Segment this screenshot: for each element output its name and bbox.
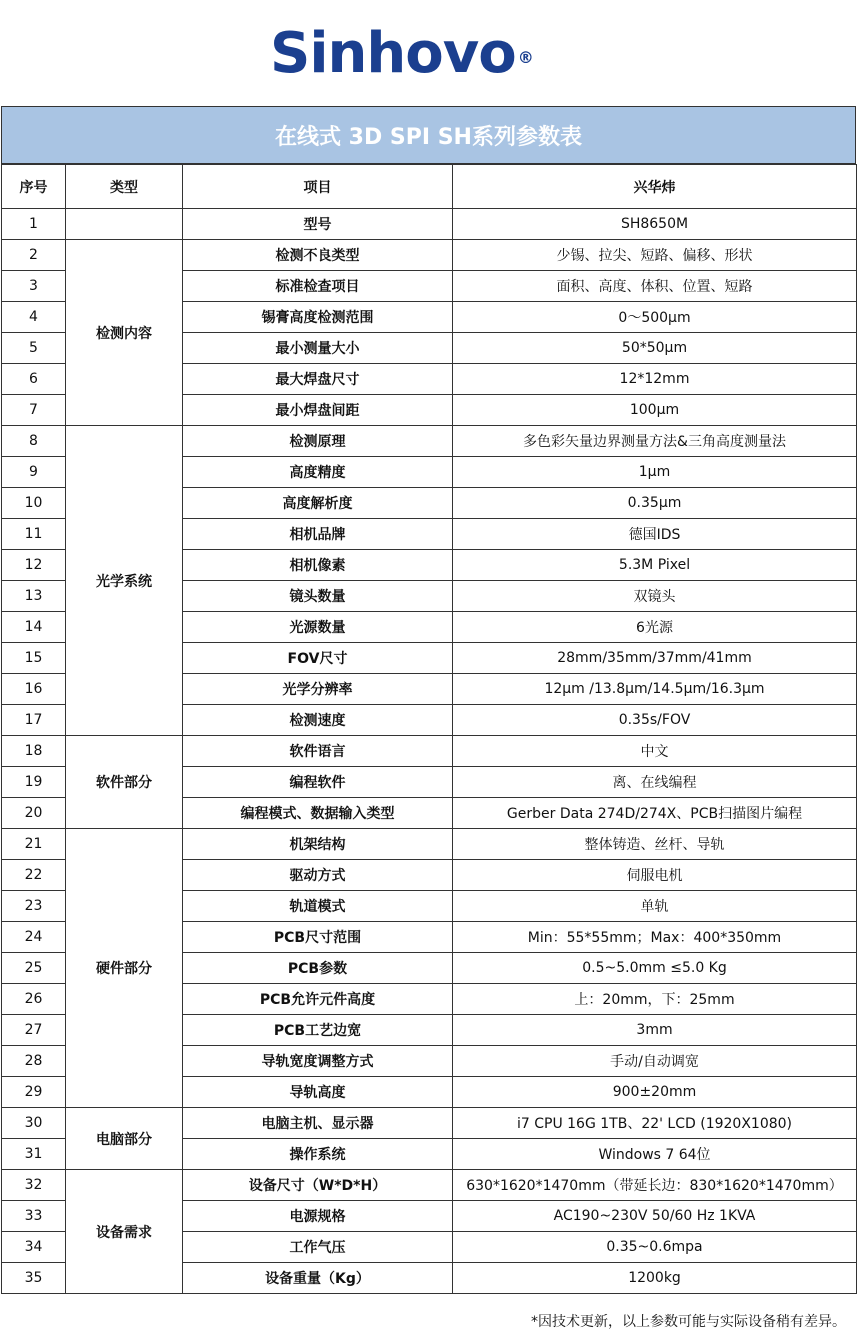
item-cell: PCB尺寸范围 [183, 922, 453, 953]
row-number: 10 [2, 488, 66, 519]
value-cell: 28mm/35mm/37mm/41mm [453, 643, 857, 674]
item-cell: 导轨宽度调整方式 [183, 1046, 453, 1077]
row-number: 17 [2, 705, 66, 736]
row-number: 18 [2, 736, 66, 767]
table-row [2, 1108, 857, 1139]
header-category: 类型 [66, 165, 183, 209]
item-cell: 型号 [183, 209, 453, 240]
item-cell: 高度精度 [183, 457, 453, 488]
item-cell: 相机品牌 [183, 519, 453, 550]
item-cell: 编程软件 [183, 767, 453, 798]
value-cell: 0.5~5.0mm ≤5.0 Kg [453, 953, 857, 984]
row-number: 16 [2, 674, 66, 705]
value-cell: 5.3M Pixel [453, 550, 857, 581]
category-cell: 电脑部分 [66, 1108, 183, 1170]
row-number: 34 [2, 1232, 66, 1263]
footnote: *因技术更新，以上参数可能与实际设备稍有差异。 [531, 1314, 846, 1330]
value-cell: 0.35s/FOV [453, 705, 857, 736]
value-cell: 1μm [453, 457, 857, 488]
table-row [2, 426, 857, 457]
value-cell: 1200kg [453, 1263, 857, 1294]
row-number: 6 [2, 364, 66, 395]
value-cell: Windows 7 64位 [453, 1139, 857, 1170]
value-cell: 6光源 [453, 612, 857, 643]
value-cell: 0.35μm [453, 488, 857, 519]
value-cell: 整体铸造、丝杆、导轨 [453, 829, 857, 860]
item-cell: 设备重量（Kg） [183, 1263, 453, 1294]
row-number: 4 [2, 302, 66, 333]
item-cell: 锡膏高度检测范围 [183, 302, 453, 333]
value-cell: 12*12mm [453, 364, 857, 395]
item-cell: PCB允许元件高度 [183, 984, 453, 1015]
value-cell: 0～500μm [453, 302, 857, 333]
category-cell: 光学系统 [66, 426, 183, 736]
table-row [2, 829, 857, 860]
row-number: 27 [2, 1015, 66, 1046]
item-cell: 最大焊盘尺寸 [183, 364, 453, 395]
value-cell: 德国IDS [453, 519, 857, 550]
value-cell: 上：20mm，下：25mm [453, 984, 857, 1015]
item-cell: 机架结构 [183, 829, 453, 860]
row-number: 7 [2, 395, 66, 426]
value-cell: 3mm [453, 1015, 857, 1046]
item-cell: 电脑主机、显示器 [183, 1108, 453, 1139]
item-cell: 设备尺寸（W*D*H） [183, 1170, 453, 1201]
row-number: 22 [2, 860, 66, 891]
category-cell: 设备需求 [66, 1170, 183, 1294]
item-cell: 标准检查项目 [183, 271, 453, 302]
item-cell: 工作气压 [183, 1232, 453, 1263]
brand-logo-text: Sinhovo [270, 21, 516, 86]
item-cell: PCB工艺边宽 [183, 1015, 453, 1046]
row-number: 29 [2, 1077, 66, 1108]
header-no: 序号 [2, 165, 66, 209]
spec-table [1, 164, 857, 1294]
spec-table-body [2, 209, 857, 1294]
item-cell: 最小测量大小 [183, 333, 453, 364]
row-number: 33 [2, 1201, 66, 1232]
row-number: 25 [2, 953, 66, 984]
header-item: 项目 [183, 165, 453, 209]
row-number: 3 [2, 271, 66, 302]
logo-area [0, 0, 860, 106]
row-number: 8 [2, 426, 66, 457]
row-number: 20 [2, 798, 66, 829]
value-cell: 多色彩矢量边界测量方法&三角高度测量法 [453, 426, 857, 457]
row-number: 30 [2, 1108, 66, 1139]
row-number: 23 [2, 891, 66, 922]
item-cell: 光学分辨率 [183, 674, 453, 705]
table-row [2, 1170, 857, 1201]
item-cell: 相机像素 [183, 550, 453, 581]
value-cell: 单轨 [453, 891, 857, 922]
value-cell: 面积、高度、体积、位置、短路 [453, 271, 857, 302]
row-number: 19 [2, 767, 66, 798]
registered-mark: ® [517, 48, 533, 67]
value-cell: i7 CPU 16G 1TB、22' LCD (1920X1080) [453, 1108, 857, 1139]
brand-logo [270, 22, 533, 86]
category-cell [66, 209, 183, 240]
value-cell: 50*50μm [453, 333, 857, 364]
row-number: 2 [2, 240, 66, 271]
table-row [2, 240, 857, 271]
item-cell: 电源规格 [183, 1201, 453, 1232]
row-number: 1 [2, 209, 66, 240]
item-cell: 最小焊盘间距 [183, 395, 453, 426]
category-cell: 检测内容 [66, 240, 183, 426]
row-number: 13 [2, 581, 66, 612]
item-cell: 软件语言 [183, 736, 453, 767]
category-cell: 硬件部分 [66, 829, 183, 1108]
row-number: 31 [2, 1139, 66, 1170]
value-cell: Min：55*55mm；Max：400*350mm [453, 922, 857, 953]
value-cell: 离、在线编程 [453, 767, 857, 798]
value-cell: 双镜头 [453, 581, 857, 612]
value-cell: 中文 [453, 736, 857, 767]
item-cell: 检测不良类型 [183, 240, 453, 271]
value-cell: 手动/自动调宽 [453, 1046, 857, 1077]
item-cell: 检测原理 [183, 426, 453, 457]
item-cell: 镜头数量 [183, 581, 453, 612]
table-row [2, 736, 857, 767]
item-cell: 轨道模式 [183, 891, 453, 922]
header-row [2, 165, 857, 209]
item-cell: FOV尺寸 [183, 643, 453, 674]
item-cell: 驱动方式 [183, 860, 453, 891]
item-cell: 高度解析度 [183, 488, 453, 519]
value-cell: 少锡、拉尖、短路、偏移、形状 [453, 240, 857, 271]
value-cell: 0.35~0.6mpa [453, 1232, 857, 1263]
item-cell: 光源数量 [183, 612, 453, 643]
category-cell: 软件部分 [66, 736, 183, 829]
value-cell: Gerber Data 274D/274X、PCB扫描图片编程 [453, 798, 857, 829]
item-cell: 编程模式、数据输入类型 [183, 798, 453, 829]
row-number: 15 [2, 643, 66, 674]
row-number: 14 [2, 612, 66, 643]
value-cell: 100μm [453, 395, 857, 426]
header-value: 兴华炜 [453, 165, 857, 209]
row-number: 12 [2, 550, 66, 581]
row-number: 28 [2, 1046, 66, 1077]
row-number: 21 [2, 829, 66, 860]
item-cell: 导轨高度 [183, 1077, 453, 1108]
table-title: 在线式 3D SPI SH系列参数表 [1, 106, 856, 164]
row-number: 35 [2, 1263, 66, 1294]
item-cell: 检测速度 [183, 705, 453, 736]
row-number: 5 [2, 333, 66, 364]
row-number: 24 [2, 922, 66, 953]
item-cell: PCB参数 [183, 953, 453, 984]
row-number: 9 [2, 457, 66, 488]
value-cell: 伺服电机 [453, 860, 857, 891]
value-cell: SH8650M [453, 209, 857, 240]
row-number: 32 [2, 1170, 66, 1201]
value-cell: 900±20mm [453, 1077, 857, 1108]
value-cell: 12μm /13.8μm/14.5μm/16.3μm [453, 674, 857, 705]
table-row [2, 209, 857, 240]
value-cell: 630*1620*1470mm（带延长边：830*1620*1470mm） [453, 1170, 857, 1201]
value-cell: AC190~230V 50/60 Hz 1KVA [453, 1201, 857, 1232]
item-cell: 操作系统 [183, 1139, 453, 1170]
row-number: 11 [2, 519, 66, 550]
row-number: 26 [2, 984, 66, 1015]
